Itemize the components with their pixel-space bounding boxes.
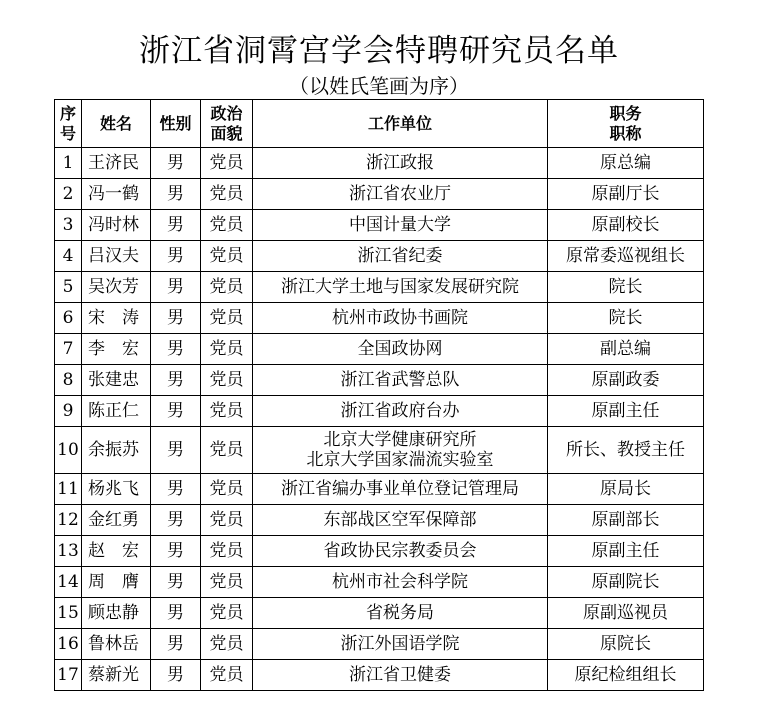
cell-unit-line: 中国计量大学 bbox=[349, 215, 451, 235]
cell-political: 党员 bbox=[201, 567, 253, 598]
cell-position: 所长、教授主任 bbox=[548, 427, 704, 474]
cell-seq: 17 bbox=[55, 660, 82, 691]
cell-position: 原副巡视员 bbox=[548, 598, 704, 629]
table-body bbox=[55, 148, 704, 691]
cell-gender: 男 bbox=[151, 629, 201, 660]
cell-unit bbox=[253, 241, 548, 272]
cell-unit bbox=[253, 598, 548, 629]
cell-political: 党员 bbox=[201, 396, 253, 427]
cell-gender: 男 bbox=[151, 536, 201, 567]
cell-position: 副总编 bbox=[548, 334, 704, 365]
page-subtitle: （以姓氏笔画为序） bbox=[289, 74, 469, 98]
cell-political: 党员 bbox=[201, 148, 253, 179]
table-row bbox=[55, 148, 704, 179]
table-row bbox=[55, 629, 704, 660]
cell-seq: 7 bbox=[55, 334, 82, 365]
cell-unit-line: 杭州市社会科学院 bbox=[332, 572, 468, 592]
header-position-line2: 职称 bbox=[609, 123, 642, 143]
cell-seq: 11 bbox=[55, 474, 82, 505]
cell-unit-line: 浙江省农业厅 bbox=[349, 184, 451, 204]
table-row bbox=[55, 567, 704, 598]
cell-political: 党员 bbox=[201, 536, 253, 567]
cell-unit-line: 全国政协网 bbox=[357, 339, 443, 359]
cell-position: 原副部长 bbox=[548, 505, 704, 536]
cell-gender: 男 bbox=[151, 505, 201, 536]
header-seq-line2: 号 bbox=[59, 123, 76, 143]
table-row bbox=[55, 241, 704, 272]
cell-seq: 1 bbox=[55, 148, 82, 179]
table-row bbox=[55, 660, 704, 691]
cell-unit bbox=[253, 660, 548, 691]
cell-position: 原副主任 bbox=[548, 536, 704, 567]
cell-gender: 男 bbox=[151, 179, 201, 210]
cell-seq: 12 bbox=[55, 505, 82, 536]
cell-seq: 5 bbox=[55, 272, 82, 303]
cell-name: 蔡新光 bbox=[82, 660, 151, 691]
cell-name: 顾忠静 bbox=[82, 598, 151, 629]
cell-political: 党员 bbox=[201, 365, 253, 396]
cell-unit-line: 浙江省武警总队 bbox=[340, 370, 460, 390]
cell-unit-line: 东部战区空军保障部 bbox=[323, 510, 477, 530]
cell-gender: 男 bbox=[151, 210, 201, 241]
cell-political: 党员 bbox=[201, 598, 253, 629]
cell-unit-line: 杭州市政协书画院 bbox=[332, 308, 468, 328]
cell-gender: 男 bbox=[151, 148, 201, 179]
cell-unit bbox=[253, 148, 548, 179]
table-row bbox=[55, 179, 704, 210]
cell-political: 党员 bbox=[201, 334, 253, 365]
cell-seq: 15 bbox=[55, 598, 82, 629]
page-title: 浙江省洞霄宫学会特聘研究员名单 bbox=[139, 33, 619, 69]
table-row bbox=[55, 598, 704, 629]
cell-gender: 男 bbox=[151, 474, 201, 505]
table-row bbox=[55, 365, 704, 396]
cell-unit bbox=[253, 427, 548, 474]
header-unit: 工作单位 bbox=[253, 100, 548, 148]
cell-unit-line: 浙江政报 bbox=[366, 153, 434, 173]
cell-name: 李 宏 bbox=[82, 334, 151, 365]
cell-gender: 男 bbox=[151, 241, 201, 272]
cell-political: 党员 bbox=[201, 660, 253, 691]
cell-position: 原副政委 bbox=[548, 365, 704, 396]
cell-unit bbox=[253, 334, 548, 365]
cell-political: 党员 bbox=[201, 272, 253, 303]
cell-political: 党员 bbox=[201, 241, 253, 272]
cell-name: 余振苏 bbox=[82, 427, 151, 474]
cell-gender: 男 bbox=[151, 272, 201, 303]
cell-unit-line: 浙江外国语学院 bbox=[340, 634, 460, 654]
cell-gender: 男 bbox=[151, 598, 201, 629]
header-seq-line1: 序 bbox=[59, 103, 76, 123]
cell-name: 吕汉夫 bbox=[82, 241, 151, 272]
table-row bbox=[55, 474, 704, 505]
cell-gender: 男 bbox=[151, 303, 201, 334]
header-political-line2: 面貌 bbox=[210, 123, 243, 143]
header-position bbox=[548, 100, 704, 148]
cell-position: 原纪检组组长 bbox=[548, 660, 704, 691]
cell-position: 院长 bbox=[548, 303, 704, 334]
cell-unit bbox=[253, 536, 548, 567]
header-gender: 性别 bbox=[151, 100, 201, 148]
cell-name: 冯一鹤 bbox=[82, 179, 151, 210]
table-row bbox=[55, 272, 704, 303]
cell-unit-line: 浙江省卫健委 bbox=[349, 665, 451, 685]
header-political-line1: 政治 bbox=[210, 103, 243, 123]
cell-unit-line: 浙江省纪委 bbox=[357, 246, 443, 266]
cell-seq: 9 bbox=[55, 396, 82, 427]
cell-position: 原常委巡视组长 bbox=[548, 241, 704, 272]
cell-gender: 男 bbox=[151, 365, 201, 396]
table-row bbox=[55, 210, 704, 241]
cell-name: 冯时林 bbox=[82, 210, 151, 241]
cell-unit-line: 浙江省政府台办 bbox=[340, 401, 460, 421]
cell-name: 鲁林岳 bbox=[82, 629, 151, 660]
cell-seq: 14 bbox=[55, 567, 82, 598]
cell-name: 张建忠 bbox=[82, 365, 151, 396]
cell-seq: 3 bbox=[55, 210, 82, 241]
cell-name: 宋 涛 bbox=[82, 303, 151, 334]
cell-position: 原院长 bbox=[548, 629, 704, 660]
cell-political: 党员 bbox=[201, 505, 253, 536]
cell-seq: 4 bbox=[55, 241, 82, 272]
table-row bbox=[55, 396, 704, 427]
cell-seq: 10 bbox=[55, 427, 82, 474]
table-header-row bbox=[55, 100, 704, 148]
cell-unit bbox=[253, 396, 548, 427]
header-seq bbox=[55, 100, 82, 148]
cell-political: 党员 bbox=[201, 303, 253, 334]
cell-seq: 8 bbox=[55, 365, 82, 396]
cell-unit-line: 省政协民宗教委员会 bbox=[323, 541, 477, 561]
cell-position: 原总编 bbox=[548, 148, 704, 179]
cell-unit bbox=[253, 505, 548, 536]
header-position-line1: 职务 bbox=[609, 103, 642, 123]
cell-gender: 男 bbox=[151, 567, 201, 598]
cell-gender: 男 bbox=[151, 334, 201, 365]
cell-position: 原副院长 bbox=[548, 567, 704, 598]
table-row bbox=[55, 303, 704, 334]
cell-name: 陈正仁 bbox=[82, 396, 151, 427]
cell-name: 周 膺 bbox=[82, 567, 151, 598]
cell-name: 吴次芳 bbox=[82, 272, 151, 303]
cell-unit-line: 北京大学健康研究所 bbox=[323, 430, 477, 450]
cell-political: 党员 bbox=[201, 210, 253, 241]
cell-political: 党员 bbox=[201, 427, 253, 474]
cell-position: 原副主任 bbox=[548, 396, 704, 427]
cell-name: 赵 宏 bbox=[82, 536, 151, 567]
cell-seq: 16 bbox=[55, 629, 82, 660]
cell-unit-line: 省税务局 bbox=[366, 603, 434, 623]
cell-unit bbox=[253, 303, 548, 334]
cell-political: 党员 bbox=[201, 629, 253, 660]
cell-position: 原副厅长 bbox=[548, 179, 704, 210]
cell-political: 党员 bbox=[201, 474, 253, 505]
table-row bbox=[55, 334, 704, 365]
table-row bbox=[55, 536, 704, 567]
cell-seq: 13 bbox=[55, 536, 82, 567]
cell-unit bbox=[253, 365, 548, 396]
cell-name: 金红勇 bbox=[82, 505, 151, 536]
cell-unit bbox=[253, 567, 548, 598]
cell-gender: 男 bbox=[151, 396, 201, 427]
cell-unit bbox=[253, 629, 548, 660]
cell-unit-line: 浙江大学土地与国家发展研究院 bbox=[281, 277, 519, 297]
cell-unit bbox=[253, 474, 548, 505]
cell-name: 王济民 bbox=[82, 148, 151, 179]
cell-unit bbox=[253, 272, 548, 303]
cell-unit-line: 浙江省编办事业单位登记管理局 bbox=[281, 479, 519, 499]
cell-seq: 2 bbox=[55, 179, 82, 210]
cell-unit bbox=[253, 210, 548, 241]
header-political bbox=[201, 100, 253, 148]
cell-seq: 6 bbox=[55, 303, 82, 334]
cell-name: 杨兆飞 bbox=[82, 474, 151, 505]
table-row bbox=[55, 427, 704, 474]
member-table bbox=[54, 99, 704, 691]
cell-position: 原副校长 bbox=[548, 210, 704, 241]
cell-position: 院长 bbox=[548, 272, 704, 303]
cell-unit-line: 北京大学国家湍流实验室 bbox=[306, 450, 494, 470]
cell-position: 原局长 bbox=[548, 474, 704, 505]
table-row bbox=[55, 505, 704, 536]
cell-unit bbox=[253, 179, 548, 210]
cell-gender: 男 bbox=[151, 427, 201, 474]
cell-political: 党员 bbox=[201, 179, 253, 210]
cell-gender: 男 bbox=[151, 660, 201, 691]
header-name: 姓名 bbox=[82, 100, 151, 148]
